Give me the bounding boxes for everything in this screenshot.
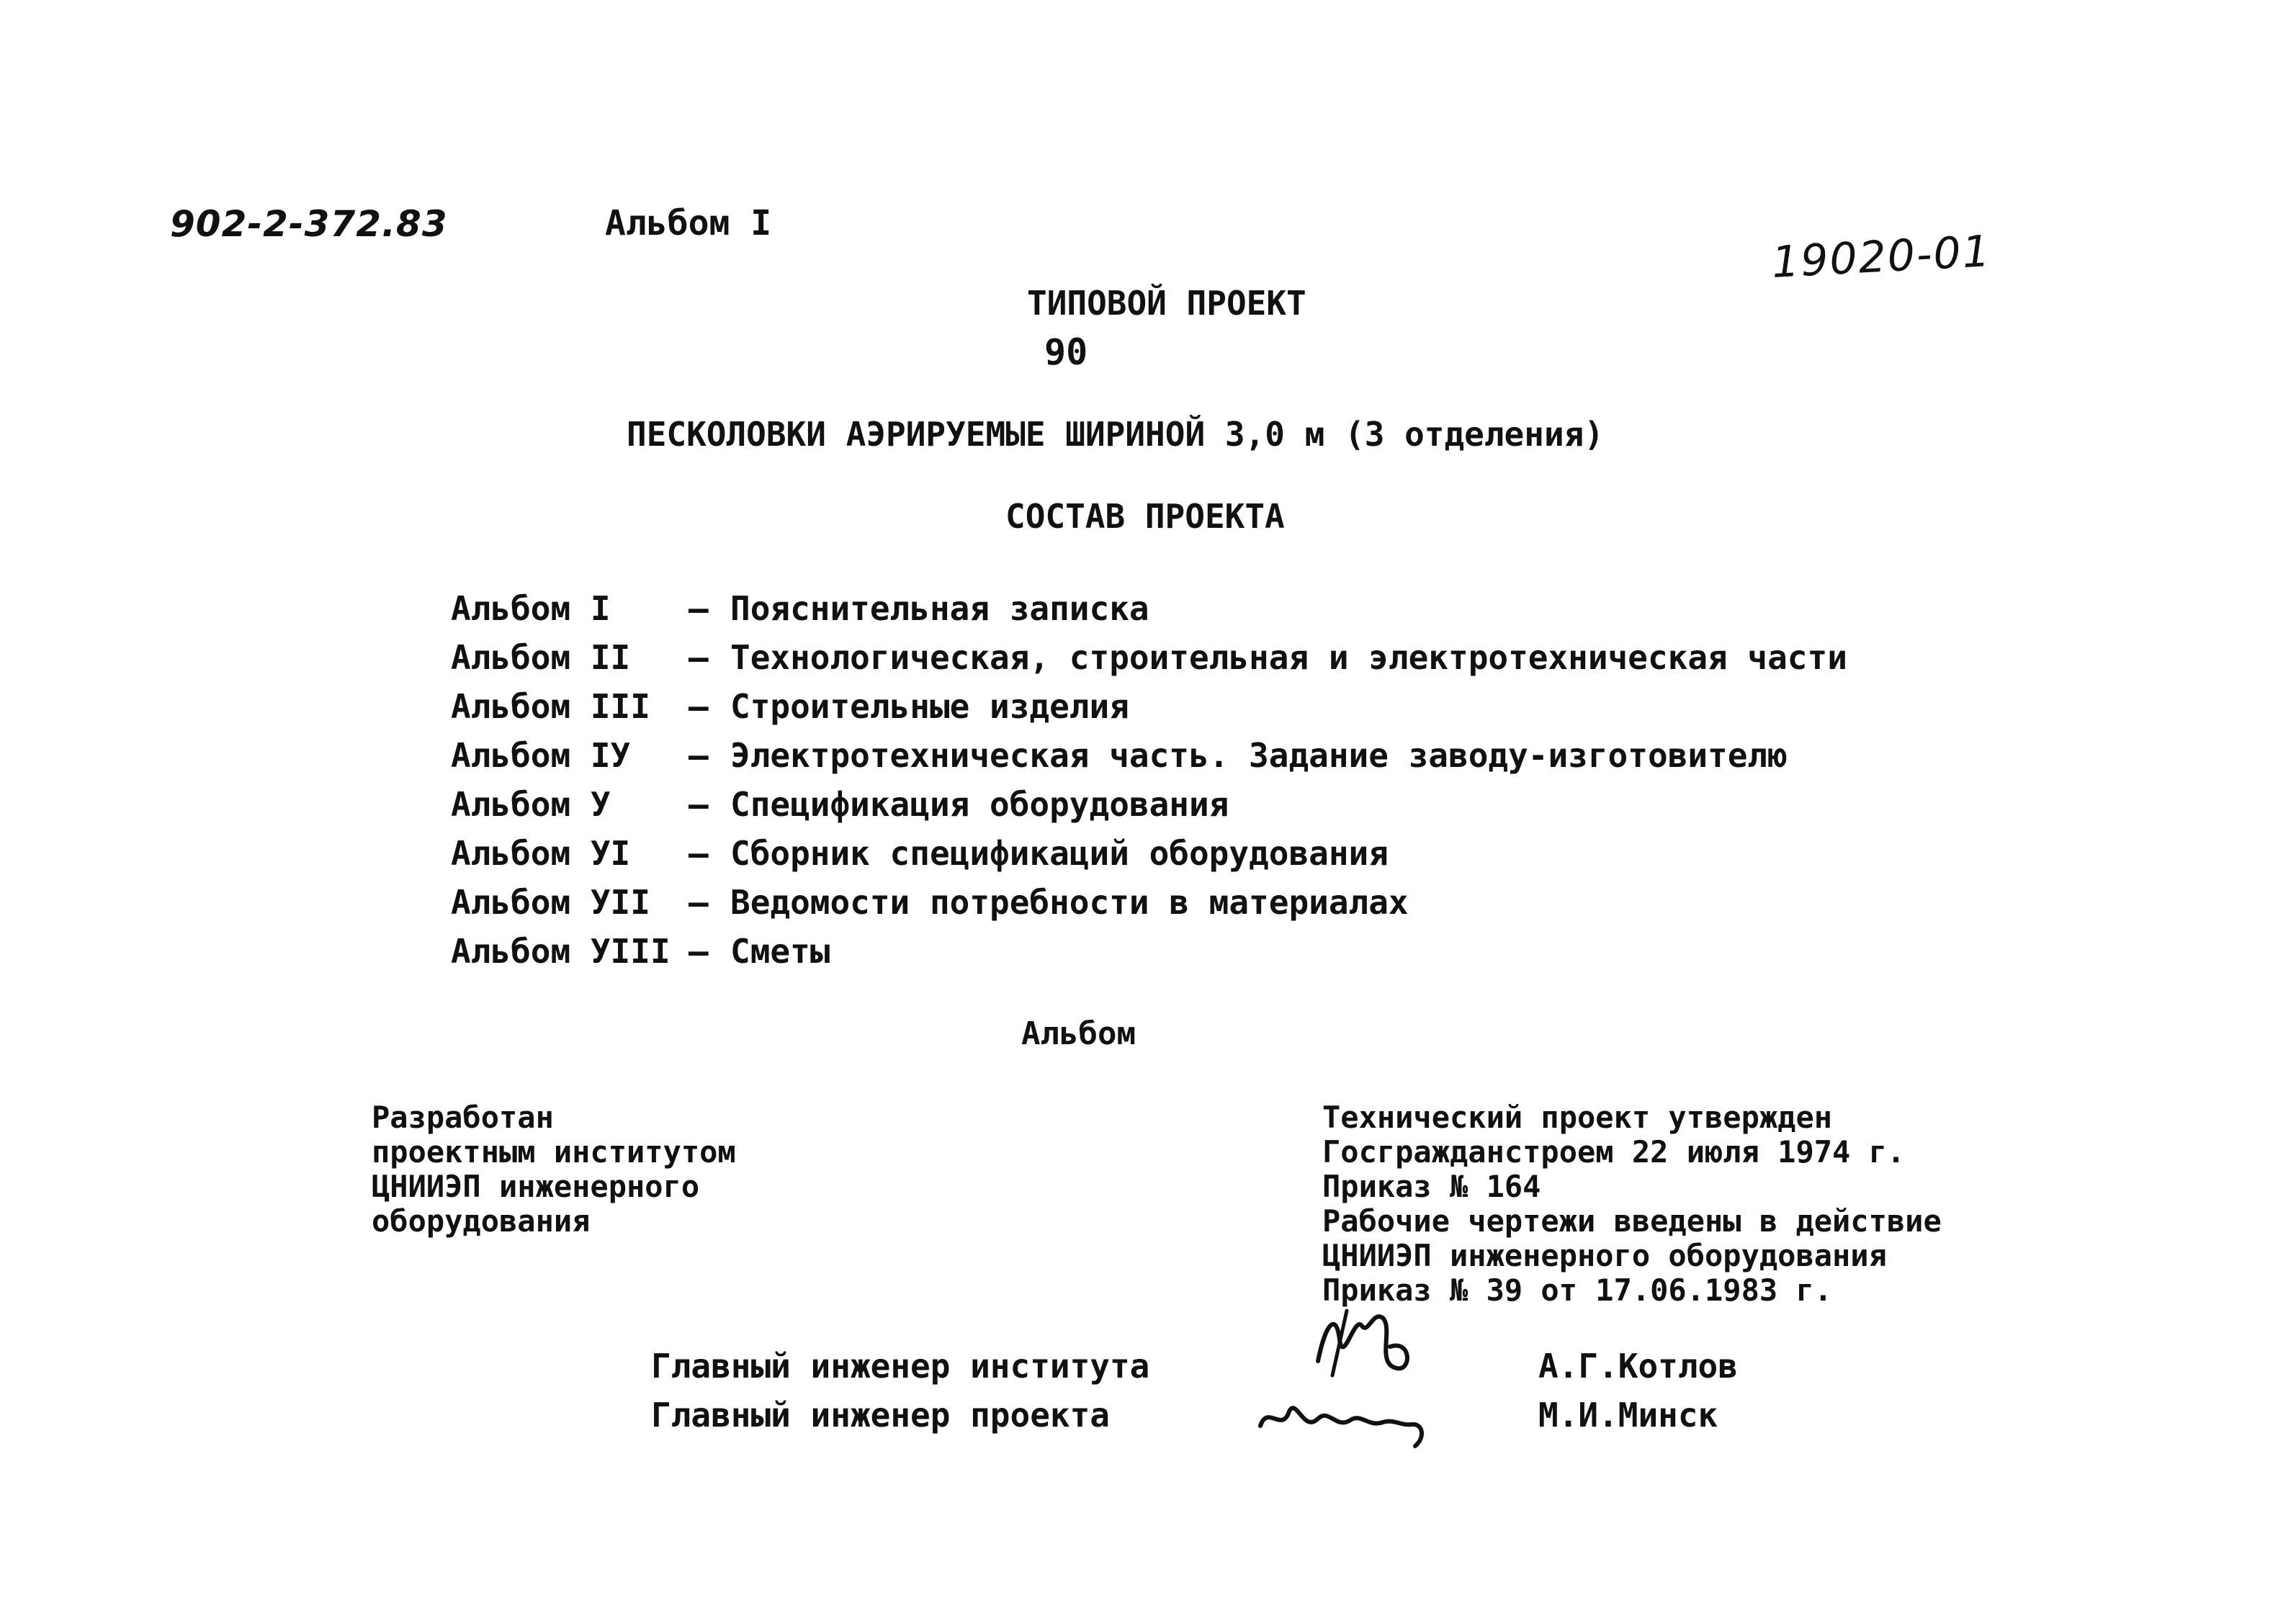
document-code: 902-2-372.83 <box>170 203 448 245</box>
developer-line: Разработан <box>372 1100 554 1135</box>
album-name: Альбом УII <box>451 883 650 922</box>
album-name: Альбом III <box>451 687 650 726</box>
album-name: Альбом IУ <box>451 736 631 775</box>
chief-engineer-project-name: М.И.Минск <box>1538 1396 1718 1435</box>
album-description: Сметы <box>730 932 830 971</box>
approval-line: Технический проект утвержден <box>1322 1100 1833 1135</box>
archive-number: 19020-01 <box>1770 226 1993 288</box>
chief-engineer-project-title: Главный инженер проекта <box>651 1396 1110 1435</box>
album-name: Альбом II <box>451 638 631 677</box>
album-dash: – <box>689 736 709 775</box>
chief-engineer-institute-name: А.Г.Котлов <box>1538 1347 1738 1386</box>
approval-line: ЦНИИЭП инженерного оборудования <box>1322 1238 1887 1273</box>
developer-block <box>372 1100 736 1239</box>
approval-line: Приказ № 164 <box>1322 1169 1541 1204</box>
album-description: Спецификация оборудования <box>730 785 1229 824</box>
album-footer-label: Альбом <box>1021 1015 1136 1052</box>
album-dash: – <box>689 785 709 824</box>
developer-line: проектным институтом <box>372 1134 736 1170</box>
album-dash: – <box>689 638 709 677</box>
approval-line: Госгражданстроем 22 июля 1974 г. <box>1322 1134 1906 1170</box>
album-name: Альбом УIII <box>451 932 671 971</box>
album-description: Ведомости потребности в материалах <box>730 883 1409 922</box>
album-dash: – <box>689 932 709 971</box>
composition-title: СОСТАВ ПРОЕКТА <box>1005 497 1285 536</box>
project-number: 90 <box>1044 331 1088 373</box>
approval-block <box>1322 1100 1942 1308</box>
chief-engineer-institute-title: Главный инженер института <box>651 1347 1150 1386</box>
album-name: Альбом УI <box>451 834 631 873</box>
signature-1-icon <box>1304 1296 1426 1383</box>
album-description: Пояснительная записка <box>730 589 1149 628</box>
approval-line: Рабочие чертежи введены в действие <box>1322 1203 1942 1239</box>
album-dash: – <box>689 589 709 628</box>
album-description: Электротехническая часть. Задание заводу-изготовителю <box>730 736 1788 775</box>
album-label: Альбом I <box>605 203 772 243</box>
project-type-title: ТИПОВОЙ ПРОЕКТ <box>1027 284 1306 323</box>
album-description: Строительные изделия <box>730 687 1129 726</box>
signature-2-icon <box>1253 1383 1440 1455</box>
album-dash: – <box>689 834 709 873</box>
album-description: Технологическая, строительная и электротехническая части <box>730 638 1847 677</box>
album-dash: – <box>689 687 709 726</box>
developer-line: ЦНИИЭП инженерного <box>372 1169 700 1204</box>
project-main-title: ПЕСКОЛОВКИ АЭРИРУЕМЫЕ ШИРИНОЙ 3,0 м (3 отделения) <box>627 415 1605 454</box>
album-name: Альбом У <box>451 785 611 824</box>
album-description: Сборник спецификаций оборудования <box>730 834 1389 873</box>
approval-line: Приказ № 39 от 17.06.1983 г. <box>1322 1272 1833 1308</box>
album-name: Альбом I <box>451 589 611 628</box>
album-dash: – <box>689 883 709 922</box>
developer-line: оборудования <box>372 1203 591 1239</box>
